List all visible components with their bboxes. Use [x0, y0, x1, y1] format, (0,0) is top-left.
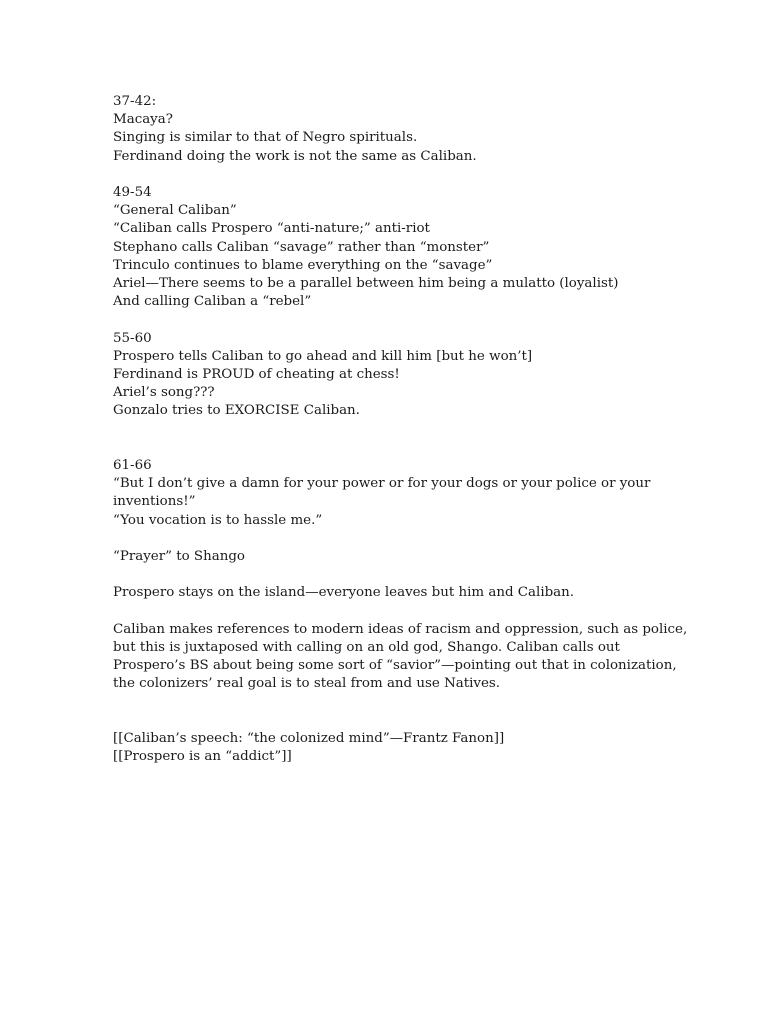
paragraph-gap	[113, 566, 673, 584]
quote-line: “But I don’t give a damn for your power or for your dogs or your police or your	[113, 476, 651, 492]
quote-line: inventions!”	[113, 494, 196, 510]
references-line: Prospero’s BS about being some sort of “savior”—pointing out that in colonization,	[113, 658, 677, 674]
section-49-54	[113, 184, 673, 311]
paragraph-gap	[113, 166, 673, 184]
note-line: “General Caliban”	[113, 203, 237, 219]
references-line: but this is juxtaposed with calling on an old god, Shango. Caliban calls out	[113, 640, 620, 655]
references-paragraph	[113, 621, 688, 694]
section-heading: 55-60	[113, 330, 152, 346]
note-line: Ferdinand is PROUD of cheating at chess!	[113, 367, 400, 383]
prayer-line: “Prayer” to Shango	[113, 549, 245, 565]
paragraph-gap	[113, 694, 673, 730]
note-line: Prospero tells Caliban to go ahead and kill him [but he won’t]	[113, 348, 533, 364]
stays-line: Prospero stays on the island—everyone leaves but him and Caliban.	[113, 585, 575, 601]
paragraph-gap	[113, 421, 673, 457]
bracket-note: [[Prospero is an “addict”]]	[113, 749, 292, 765]
prayer-paragraph	[113, 548, 673, 566]
note-line: Ariel—There seems to be a parallel between him being a mulatto (loyalist)	[113, 276, 619, 292]
paragraph-gap	[113, 603, 673, 621]
note-line: Macaya?	[113, 112, 173, 128]
stays-paragraph	[113, 584, 673, 602]
note-line: Gonzalo tries to EXORCISE Caliban.	[113, 403, 360, 419]
section-heading: 61-66	[113, 458, 152, 474]
section-55-60	[113, 330, 673, 421]
section-heading: 37-42:	[113, 94, 157, 109]
paragraph-gap	[113, 311, 673, 329]
note-line: Singing is similar to that of Negro spirituals.	[113, 130, 418, 146]
references-line: the colonizers’ real goal is to steal from and use Natives.	[113, 676, 501, 692]
quote-line: “You vocation is to hassle me.”	[113, 512, 323, 528]
section-heading: 49-54	[113, 185, 152, 200]
note-line: And calling Caliban a “rebel”	[113, 294, 312, 310]
paragraph-gap	[113, 530, 673, 548]
document-page	[113, 93, 688, 766]
section-61-66	[113, 457, 673, 530]
note-line: Stephano calls Caliban “savage” rather than “monster”	[113, 239, 490, 255]
references-line: Caliban makes references to modern ideas of racism and oppression, such as police,	[113, 621, 688, 637]
note-line: Trinculo continues to blame everything on the “savage”	[113, 257, 493, 273]
bracket-note: [[Caliban’s speech: “the colonized mind”—Frantz Fanon]]	[113, 731, 505, 746]
note-line: “Caliban calls Prospero “anti-nature;” anti-riot	[113, 221, 430, 237]
section-37-42	[113, 93, 673, 166]
note-line: Ariel’s song???	[113, 385, 215, 401]
bracket-notes	[113, 730, 673, 766]
note-line: Ferdinand doing the work is not the same as Caliban.	[113, 148, 477, 164]
